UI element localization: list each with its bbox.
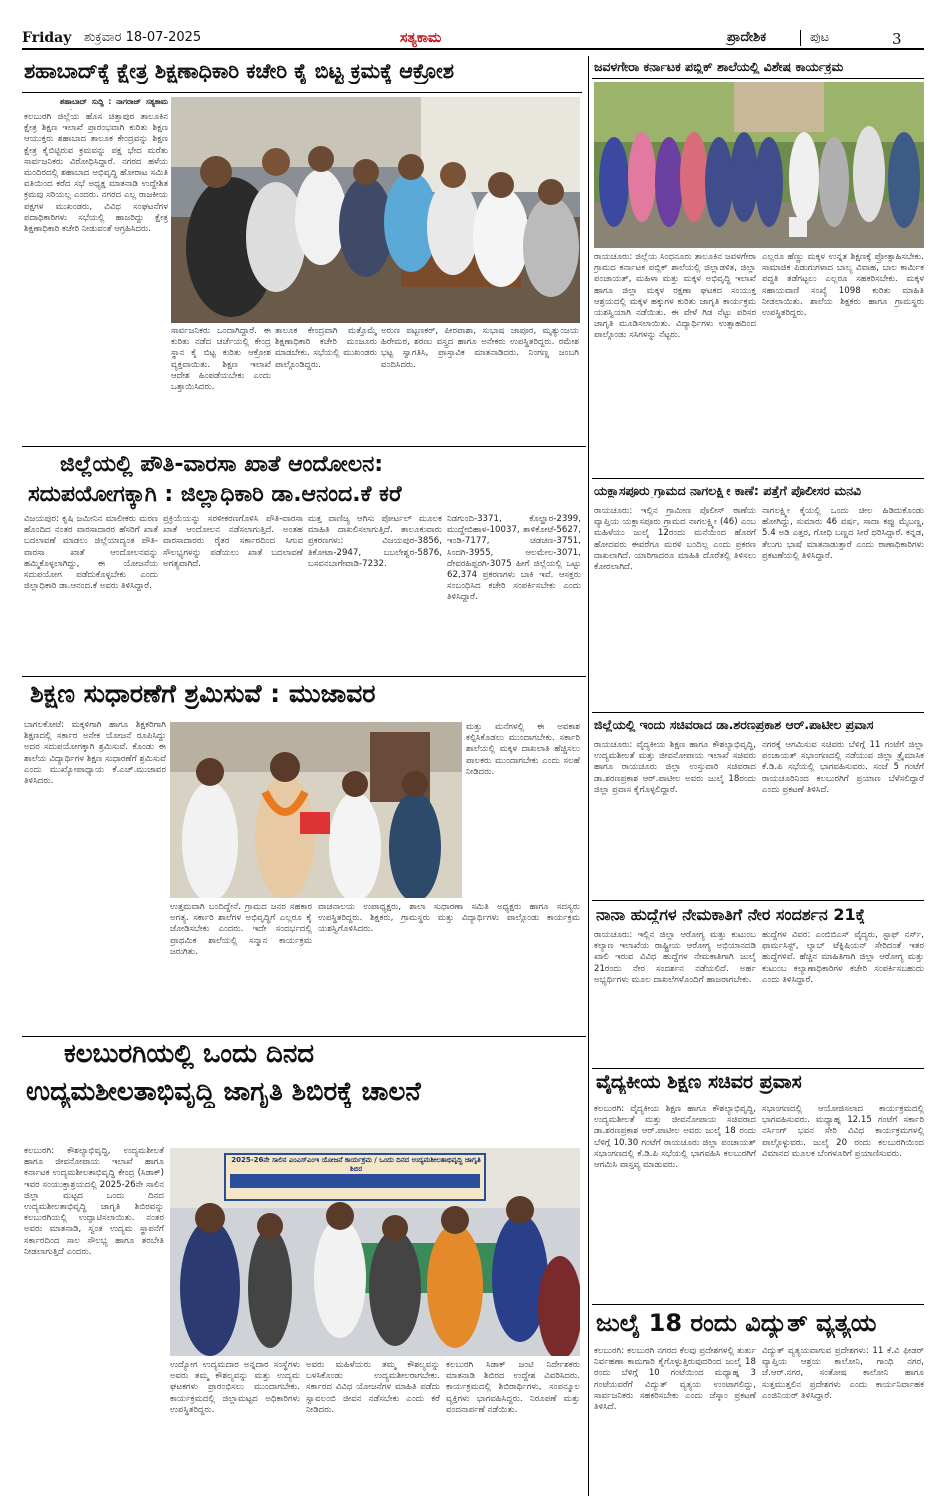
headline-yaklaspur: ಯಕ್ಲಾಸಪೂರು ಗ್ರಾಮದ ನಾಗಲಕ್ಷ್ಮೀ ಕಾಣೆ: ಪತ್ತೆಗೆ ಪೊಲೀಸರ ಮನವಿ bbox=[594, 484, 862, 498]
headline-minister-visit: ಜಿಲ್ಲೆಯಲ್ಲಿ ಇಂದು ಸಚಿವರಾದ ಡಾ.ಶರಣಪ್ರಕಾಶ ಆರ್.ಪಾಟೀಲ ಪ್ರವಾಸ bbox=[594, 718, 874, 732]
headline-kalaburagi-camp-line1: ಕಲಬುರಗಿಯಲ್ಲಿ ಒಂದು ದಿನದ bbox=[64, 1039, 315, 1069]
body-kalaburagi-col4: ಕಲಬುರಗಿ ಸಿಡಾಕ್ ಜಂಟಿ ನಿರ್ದೇಶಕರು ಮಾತನಾಡಿ ಶಿಬಿರದ ಉದ್ದೇಶ ವಿವರಿಸಿದರು. ಕಾರ್ಯಕ್ರಮದಲ್ಲಿ ಶಿಬಿರಾರ್ಥಿಗಳು, ಸಂಪನ್ಮೂಲ ವ್ಯಕ್ತಿಗಳು ಭಾಗವಹಿಸಿದ್ದರು. ನಿರೂಪಣೆ ಮತ್ತು ವಂದನಾರ್ಪಣೆ ನಡೆಯಿತು. bbox=[446, 1360, 580, 1415]
body-medical-tour-col2: ಸಭಾಂಗಣದಲ್ಲಿ ಆಯೋಜಿಸಲಾದ ಕಾರ್ಯಕ್ರಮದಲ್ಲಿ ಭಾಗವಹಿಸುವರು. ಮಧ್ಯಾಹ್ನ 12.15 ಗಂಟೆಗೆ ಸರ್ಕಾರಿ ನರ್ಸಿಂಗ್ ಭವನ ಸೇರಿ ವಿವಿಧ ಕಾರ್ಯಕ್ರಮಗಳಲ್ಲಿ ಪಾಲ್ಗೊಳ್ಳುವರು. ಜುಲೈ 20 ರಂದು ಕಲಬುರಗಿಯಿಂದ ವಿಮಾನದ ಮೂಲಕ ಬೆಂಗಳೂರಿಗೆ ಪ್ರಯಾಣಿಸುವರು. bbox=[762, 1104, 924, 1159]
headline-medical-minister-tour: ವೈದ್ಯಕೀಯ ಶಿಕ್ಷಣ ಸಚಿವರ ಪ್ರವಾಸ bbox=[596, 1072, 802, 1093]
body-pauti-col2: ಪ್ರಕ್ರಿಯೆಯನ್ನು ಸರಳೀಕರಣಗೊಳಿಸಿ ಪೌತಿ-ವಾರಸಾ ಖಾತೆ ಆಂದೋಲನ ನಡೆಸಲಾಗುತ್ತಿದೆ. ಅಂತಹ ವಾರಸಾದಾರರು ರೈತರ ಸರ್ಕಾರದಿಂದ ಸಿಗುವ ಸೌಲಭ್ಯಗಳನ್ನು ಪಡೆಯಲು ಖಾತೆ ಬದಲಾವಣೆ ಅಗತ್ಯವಾಗಿದೆ. bbox=[163, 514, 303, 569]
column-divider bbox=[588, 56, 589, 1496]
headline-power-outage: ಜುಲೈ 18 ರಂದು ವಿದ್ಯುತ್ ವ್ಯತ್ಯಯ bbox=[596, 1310, 877, 1337]
body-kalaburagi-col2: ಉದ್ಯೋಗ ಉದ್ಯಮದಾರ ಅನ್ನದಾರ ಸಂಸ್ಥೆಗಳು ಅವರು ತಮ್ಮ ಕೌಶಲ್ಯವನ್ನು ಮತ್ತು ಉದ್ಯಮ ಘಟಕಗಳು ಪ್ರಾರಂಭಿಸಲು ಮುಂದಾಗಬೇಕು. ಕಾರ್ಯಕ್ರಮದಲ್ಲಿ ಜಿಲ್ಲಾಮಟ್ಟದ ಅಧಿಕಾರಿಗಳು ಉಪಸ್ಥಿತರಿದ್ದರು. bbox=[170, 1360, 300, 1415]
body-kalaburagi-col3: ಅವರು ಮಹಿಳೆಯರು ತಮ್ಮ ಕೌಶಲ್ಯವನ್ನು ಬಳಸಿಕೊಂಡು ಉದ್ಯಮಶೀಲರಾಗಬೇಕು. ಸರ್ಕಾರದ ವಿವಿಧ ಯೋಜನೆಗಳ ಮಾಹಿತಿ ಪಡೆದು ಸ್ವಾವಲಂಬಿ ಜೀವನ ನಡೆಸಬೇಕು ಎಂದು ಕರೆ ನೀಡಿದರು. bbox=[306, 1360, 440, 1415]
photo-javalagera-school bbox=[594, 82, 924, 248]
masthead-paper-name: ಸತ್ಯಕಾಮ bbox=[400, 30, 442, 46]
body-minister-visit-col2: ನಗರಕ್ಕೆ ಆಗಮಿಸುವ ಸಚಿವರು ಬೆಳಿಗ್ಗೆ 11 ಗಂಟೆಗೆ ಜಿಲ್ಲಾ ಪಂಚಾಯತ್ ಸಭಾಂಗಣದಲ್ಲಿ ನಡೆಯುವ ಜಿಲ್ಲಾ ತ್ರೈಮಾಸಿಕ ಕೆ.ಡಿ.ಪಿ ಸಭೆಯಲ್ಲಿ ಭಾಗವಹಿಸುವರು. ಸಂಜೆ 5 ಗಂಟೆಗೆ ರಾಯಚೂರಿನಿಂದ ಕಲಬುರಗಿಗೆ ಪ್ರಯಾಣ ಬೆಳೆಸಲಿದ್ದಾರೆ ಎಂದು ಪ್ರಕಟಣೆ ತಿಳಿಸಿದೆ. bbox=[762, 740, 924, 795]
masthead-section: ಪ್ರಾದೇಶಿಕ bbox=[727, 30, 767, 45]
body-yaklaspur-col1: ರಾಯಚೂರು: ಇಲ್ಲಿನ ಗ್ರಾಮೀಣ ಪೊಲೀಸ್ ಠಾಣೆಯ ವ್ಯಾಪ್ತಿಯ ಯಕ್ಲಾಸಪೂರು ಗ್ರಾಮದ ನಾಗಲಕ್ಷ್ಮೀ (46) ಎಂಬ ಮಹಿಳೆಯು ಜುಲೈ 12ರಂದು ಮನೆಯಿಂದ ಹೊರಗೆ ಹೋದವರು ಈವರೆಗೂ ಮರಳಿ ಬಂದಿಲ್ಲ ಎಂದು ಪ್ರಕರಣ ದಾಖಲಾಗಿದೆ. ಯಾರಿಗಾದರೂ ಮಾಹಿತಿ ದೊರೆತಲ್ಲಿ ತಿಳಿಸಲು ಕೋರಲಾಗಿದೆ. bbox=[594, 506, 756, 573]
body-medical-tour-col1: ಕಲಬುರಗಿ: ವೈದ್ಯಕೀಯ ಶಿಕ್ಷಣ ಹಾಗೂ ಕೌಶಲ್ಯಾಭಿವೃದ್ಧಿ, ಉದ್ಯಮಶೀಲತೆ ಮತ್ತು ಜೀವನೋಪಾಯ ಸಚಿವರಾದ ಡಾ.ಶರಣಪ್ರಕಾಶ ಆರ್.ಪಾಟೀಲ ಅವರು ಜುಲೈ 18 ರಂದು ಬೆಳಿಗ್ಗೆ 10.30 ಗಂಟೆಗೆ ರಾಯಚೂರು ಜಿಲ್ಲಾ ಪಂಚಾಯತ್ ಸಭಾಂಗಣದಲ್ಲಿ ಕೆ.ಡಿ.ಪಿ ಸಭೆಯಲ್ಲಿ ಭಾಗವಹಿಸಿ ಕಲಬುರಗಿಗೆ ಆಗಮಿಸಿ ವಾಸ್ತವ್ಯ ಮಾಡುವರು. bbox=[594, 1104, 756, 1171]
headline-javalagera: ಜವಳಗೇರಾ ಕರ್ನಾಟಕ ಪಬ್ಲಿಕ್ ಶಾಲೆಯಲ್ಲಿ ವಿಶೇಷ ಕಾರ್ಯಕ್ರಮ bbox=[594, 60, 844, 74]
body-javalagera-col1: ರಾಯಚೂರು: ಜಿಲ್ಲೆಯ ಸಿಂಧನೂರು ತಾಲೂಕಿನ ಜವಳಗೇರಾ ಗ್ರಾಮದ ಕರ್ನಾಟಕ ಪಬ್ಲಿಕ್ ಶಾಲೆಯಲ್ಲಿ ಜಿಲ್ಲಾಡಳಿತ, ಜಿಲ್ಲಾ ಪಂಚಾಯತ್, ಮಹಿಳಾ ಮತ್ತು ಮಕ್ಕಳ ಅಭಿವೃದ್ಧಿ ಇಲಾಖೆ ಹಾಗೂ ಜಿಲ್ಲಾ ಮಕ್ಕಳ ರಕ್ಷಣಾ ಘಟಕದ ಸಂಯುಕ್ತ ಆಶ್ರಯದಲ್ಲಿ ಮಕ್ಕಳ ಹಕ್ಕುಗಳ ಕುರಿತು ಜಾಗೃತಿ ಕಾರ್ಯಕ್ರಮ ಯಶಸ್ವಿಯಾಗಿ ನಡೆಯಿತು. ಈ ವೇಳೆ ಗಿಡ ನೆಟ್ಟು ಪರಿಸರ ಜಾಗೃತಿ ಮೂಡಿಸಲಾಯಿತು. ವಿದ್ಯಾರ್ಥಿಗಳು ಉತ್ಸಾಹದಿಂದ ಪಾಲ್ಗೊಂಡು ಸಸಿಗಳನ್ನು ನೆಟ್ಟರು. bbox=[594, 252, 756, 341]
body-mujavar-col4: ಮತ್ತು ಮನೆಗಳಲ್ಲಿ ಈ ಅವಕಾಶ ಕಲ್ಪಿಸಿಕೊಡಲು ಮುಂದಾಗಬೇಕು. ಸರ್ಕಾರಿ ಶಾಲೆಯಲ್ಲಿ ಮಕ್ಕಳ ದಾಖಲಾತಿ ಹೆಚ್ಚಿಸಲು ಪಾಲಕರು ಮುಂದಾಗಬೇಕು ಎಂದು ಸಲಹೆ ನೀಡಿದರು. bbox=[466, 722, 580, 777]
body-power-outage-col1: ಕಲಬುರಗಿ: ಕಲಬುರಗಿ ನಗರದ ಕೆಲವು ಪ್ರದೇಶಗಳಲ್ಲಿ ತುರ್ತು ನಿರ್ವಹಣಾ ಕಾಮಗಾರಿ ಕೈಗೊಳ್ಳುತ್ತಿರುವುದರಿಂದ ಜುಲೈ 18 ರಂದು ಬೆಳಿಗ್ಗೆ 10 ಗಂಟೆಯಿಂದ ಮಧ್ಯಾಹ್ನ 3 ಗಂಟೆಯವರೆಗೆ ವಿದ್ಯುತ್ ವ್ಯತ್ಯಯ ಉಂಟಾಗಲಿದ್ದು, ಸಾರ್ವಜನಿಕರು ಸಹಕರಿಸಬೇಕು ಎಂದು ಜೆಸ್ಕಾಂ ಪ್ರಕಟಣೆ ತಿಳಿಸಿದೆ. bbox=[594, 1346, 756, 1413]
body-javalagera-col2: ಎಲ್ಲರೂ ಹೆಣ್ಣು ಮಕ್ಕಳ ಉನ್ನತ ಶಿಕ್ಷಣಕ್ಕೆ ಪ್ರೋತ್ಸಾಹಿಸಬೇಕು. ಸಾಮಾಜಿಕ ಪಿಡುಗುಗಳಾದ ಬಾಲ್ಯ ವಿವಾಹ, ಬಾಲ ಕಾರ್ಮಿಕ ಪದ್ಧತಿ ತಡೆಗಟ್ಟಲು ಎಲ್ಲರೂ ಸಹಕರಿಸಬೇಕು. ಮಕ್ಕಳ ಸಹಾಯವಾಣಿ ಸಂಖ್ಯೆ 1098 ಕುರಿತು ಮಾಹಿತಿ ನೀಡಲಾಯಿತು. ಶಾಲೆಯ ಶಿಕ್ಷಕರು ಹಾಗೂ ಗ್ರಾಮಸ್ಥರು ಉಪಸ್ಥಿತರಿದ್ದರು. bbox=[762, 252, 924, 319]
headline-pauti-varasa-line2: ಸದುಪಯೋಗಕ್ಕಾಗಿ : ಜಿಲ್ಲಾಧಿಕಾರಿ ಡಾ.ಆನಂದ.ಕೆ ಕರೆ bbox=[28, 482, 402, 507]
masthead-page-number: 3 bbox=[892, 30, 902, 48]
headline-kalaburagi-camp-line2: ಉದ್ಯಮಶೀಲತಾಭಿವೃದ್ಧಿ ಜಾಗೃತಿ ಶಿಬಿರಕ್ಕೆ ಚಾಲನೆ bbox=[26, 1078, 421, 1107]
photo-banner-text: 2025-26ನೇ ಸಾಲಿನ ಎಂಎಸ್‌ಎಂಇ ಯೋಜನೆ ಕಾರ್ಯಕ್ರಮ / ಒಂದು ದಿನದ ಉದ್ಯಮಶೀಲತಾಭಿವೃದ್ಧಿ ಜಾಗೃತಿ ಶಿಬಿರ bbox=[231, 1156, 481, 1173]
masthead-day: Friday bbox=[22, 30, 72, 46]
body-recruitment-col2: ಹುದ್ದೆಗಳ ವಿವರ: ಎಂಬಿಬಿಎಸ್ ವೈದ್ಯರು, ಸ್ಟಾಫ್ ನರ್ಸ್, ಫಾರ್ಮಸಿಸ್ಟ್, ಲ್ಯಾಬ್ ಟೆಕ್ನಿಷಿಯನ್ ಸೇರಿದಂತೆ ಇತರ ಹುದ್ದೆಗಳಿವೆ. ಹೆಚ್ಚಿನ ಮಾಹಿತಿಗಾಗಿ ಜಿಲ್ಲಾ ಆರೋಗ್ಯ ಮತ್ತು ಕುಟುಂಬ ಕಲ್ಯಾಣಾಧಿಕಾರಿಗಳ ಕಚೇರಿ ಸಂಪರ್ಕಿಸಬಹುದು ಎಂದು ತಿಳಿಸಿದ್ದಾರೆ. bbox=[762, 930, 924, 985]
body-recruitment-col1: ರಾಯಚೂರು: ಇಲ್ಲಿನ ಜಿಲ್ಲಾ ಆರೋಗ್ಯ ಮತ್ತು ಕುಟುಂಬ ಕಲ್ಯಾಣ ಇಲಾಖೆಯ ರಾಷ್ಟ್ರೀಯ ಆರೋಗ್ಯ ಅಭಿಯಾನದಡಿ ಖಾಲಿ ಇರುವ ವಿವಿಧ ಹುದ್ದೆಗಳ ನೇಮಕಾತಿಗಾಗಿ ಜುಲೈ 21ರಂದು ನೇರ ಸಂದರ್ಶನ ನಡೆಯಲಿದೆ. ಅರ್ಹ ಅಭ್ಯರ್ಥಿಗಳು ಮೂಲ ದಾಖಲೆಗಳೊಂದಿಗೆ ಹಾಜರಾಗಬೇಕು. bbox=[594, 930, 756, 985]
photo-kalaburagi-camp bbox=[170, 1148, 580, 1356]
body-mujavar-col3: ವಾಚನಾಲಯ ಉಪಾಧ್ಯಕ್ಷರು, ಶಾಲಾ ಸುಧಾರಣಾ ಸಮಿತಿ ಅಧ್ಯಕ್ಷರು ಹಾಗೂ ಸದಸ್ಯರು ಉಪಸ್ಥಿತರಿದ್ದರು. ಶಿಕ್ಷಕರು, ಗ್ರಾಮಸ್ಥರು ಮತ್ತು ವಿದ್ಯಾರ್ಥಿಗಳು ಪಾಲ್ಗೊಂಡು ಕಾರ್ಯಕ್ರಮ ಯಶಸ್ವಿಗೊಳಿಸಿದರು. bbox=[318, 902, 580, 935]
body-pauti-col3: ಮತ್ತ ವಾಣಿಜ್ಯ ಆಗಿಸು ಪೋರ್ಟಲ್ ಮೂಲಕ ಮಾಹಿತಿ ದಾಖಲಿಸಲಾಗುತ್ತಿದೆ. ತಾಲೂಕುವಾರು ಪ್ರಕರಣಗಳು: ವಿಜಯಪುರ-3856, ತಿಕೋಟಾ-2947, ಬಬಲೇಶ್ವರ-5876, ಬಸವನಬಾಗೇವಾಡಿ-7232. bbox=[308, 514, 442, 569]
headline-shahabad: ಶಹಾಬಾದ್‌ಕ್ಕೆ ಕ್ಷೇತ್ರ ಶಿಕ್ಷಣಾಧಿಕಾರಿ ಕಚೇರಿ ಕೈ ಬಿಟ್ಟ ಕ್ರಮಕ್ಕೆ ಆಕ್ರೋಶ bbox=[24, 60, 454, 83]
masthead-date: ಶುಕ್ರವಾರ 18-07-2025 bbox=[84, 30, 202, 45]
headline-mujavar: ಶಿಕ್ಷಣ ಸುಧಾರಣೆಗೆ ಶ್ರಮಿಸುವೆ : ಮುಜಾವರ bbox=[30, 680, 376, 708]
masthead bbox=[22, 28, 924, 50]
headline-recruitment: ನಾನಾ ಹುದ್ದೆಗಳ ನೇಮಕಾತಿಗೆ ನೇರ ಸಂದರ್ಶನ 21ಕ್ಕೆ bbox=[596, 906, 865, 924]
body-shahabad-col3: ತಾಲೂಕ ಕೇಂದ್ರವಾಗಿ ಮತ್ತೊಮ್ಮೆ ಶಿಕ್ಷಣಾಧಿಕಾರಿ ಕಚೇರಿ ಮಂಜೂರು ಮಾಡಬೇಕು. ಸಭೆಯಲ್ಲಿ ಮುಖಂಡರು ಪಾಲ್ಗೊಂಡಿದ್ದರು. bbox=[275, 326, 377, 370]
body-pauti-col1: ವಿಜಯಪುರ: ಕೃಷಿ ಜಮೀನಿನ ಮಾಲೀಕರು ಮರಣ ಹೊಂದಿದ ನಂತರ ವಾರಸಾದಾರರ ಹೆಸರಿಗೆ ಖಾತೆ ಬದಲಾವಣೆ ಮಾಡಲು ಜಿಲ್ಲೆಯಾದ್ಯಂತ ಪೌತಿ-ವಾರಸಾ ಖಾತೆ ಆಂದೋಲನವನ್ನು ಹಮ್ಮಿಕೊಳ್ಳಲಾಗಿದ್ದು, ಈ ಯೋಜನೆಯ ಸದುಪಯೋಗ ಪಡೆದುಕೊಳ್ಳಬೇಕು ಎಂದು ಜಿಲ್ಲಾಧಿಕಾರಿ ಡಾ.ಆನಂದ.ಕೆ ಅವರು ತಿಳಿಸಿದ್ದಾರೆ. bbox=[24, 514, 158, 592]
body-mujavar-col1: ಬಾಗಲಕೋಟೆ: ಮಕ್ಕಳಿಗಾಗಿ ಹಾಗೂ ಶಿಕ್ಷಕರಿಗಾಗಿ ಶಿಕ್ಷಣದಲ್ಲಿ ಸರ್ಕಾರ ಅನೇಕ ಯೋಜನೆ ರೂಪಿಸಿದ್ದು ಅದರ ಸದುಪಯೋಗಕ್ಕಾಗಿ ಶ್ರಮಿಸುವೆ. ಕೊಂಡು ಈ ಶಾಲೆಯ ವಿದ್ಯಾರ್ಥಿಗಳ ಶಿಕ್ಷಣ ಸುಧಾರಣೆಗೆ ಶ್ರಮಿಸುವೆ ಎಂದು ಮುಖ್ಯೋಪಾಧ್ಯಾಯ ಕೆ.ಎಚ್.ಮುಜಾವರ ತಿಳಿಸಿದರು. bbox=[24, 720, 166, 787]
headline-pauti-varasa-line1: ಜಿಲ್ಲೆಯಲ್ಲಿ ಪೌತಿ-ವಾರಸಾ ಖಾತೆ ಆಂದೋಲನ: bbox=[60, 452, 384, 477]
body-yaklaspur-col2: ನಾಗಲಕ್ಷ್ಮೀ ಕೈಯಲ್ಲಿ ಒಂದು ಚೀಲ ಹಿಡಿದುಕೊಂಡು ಹೋಗಿದ್ದು, ಸುಮಾರು 46 ವರ್ಷ, ಸಾದಾ ಕಪ್ಪು ಮೈಬಣ್ಣ, 5.4 ಅಡಿ ಎತ್ತರ, ಗೋಧಿ ಬಣ್ಣದ ಸೀರೆ ಧರಿಸಿದ್ದಾರೆ. ಕನ್ನಡ, ತೆಲುಗು ಭಾಷೆ ಮಾತನಾಡುತ್ತಾರೆ ಎಂದು ಠಾಣಾಧಿಕಾರಿಗಳು ಪ್ರಕಟಣೆಯಲ್ಲಿ ತಿಳಿಸಿದ್ದಾರೆ. bbox=[762, 506, 924, 561]
body-mujavar-col2: ಉತ್ತಮವಾಗಿ ಬಂದಿದ್ದೇನೆ. ಗ್ರಾಮದ ಜನರ ಸಹಕಾರ ಅಗತ್ಯ. ಸರ್ಕಾರಿ ಶಾಲೆಗಳ ಅಭಿವೃದ್ಧಿಗೆ ಎಲ್ಲರೂ ಕೈ ಜೋಡಿಸಬೇಕು ಎಂದರು. ಇದೇ ಸಂದರ್ಭದಲ್ಲಿ ಪ್ರಾಥಮಿಕ ಶಾಲೆಯಲ್ಲಿ ಸನ್ಮಾನ ಕಾರ್ಯಕ್ರಮ ಜರುಗಿತು. bbox=[170, 902, 312, 957]
body-minister-visit-col1: ರಾಯಚೂರು: ವೈದ್ಯಕೀಯ ಶಿಕ್ಷಣ ಹಾಗೂ ಕೌಶಲ್ಯಾಭಿವೃದ್ಧಿ, ಉದ್ಯಮಶೀಲತೆ ಮತ್ತು ಜೀವನೋಪಾಯ ಇಲಾಖೆ ಸಚಿವರು ಹಾಗೂ ರಾಯಚೂರು ಜಿಲ್ಲಾ ಉಸ್ತುವಾರಿ ಸಚಿವರಾದ ಡಾ.ಶರಣಪ್ರಕಾಶ ಆರ್.ಪಾಟೀಲ ಅವರು ಜುಲೈ 18ರಂದು ಜಿಲ್ಲಾ ಪ್ರವಾಸ ಕೈಗೊಳ್ಳಲಿದ್ದಾರೆ. bbox=[594, 740, 756, 795]
dateline-shahabad: ಶಹಾಬಾದ್ ಸುದ್ದಿ : ನಾಗರಾಜ್ ಸತ್ಯಕಾಮ bbox=[60, 97, 168, 106]
body-shahabad-col4: ಅರುಣ ಪಟ್ಟಣಕರ್, ಪೀರಪಾಶಾ, ಸುಭಾಷ ಜಾಪೂರ, ಮೃತ್ಯುಂಜಯ ಹಿರೇಮಠ, ಶರಣು ವಸ್ತ್ರದ ಹಾಗೂ ಅನೇಕರು ಉಪಸ್ಥಿತರಿದ್ದರು. ರಮೇಶ ಭಟ್ಟ ಸ್ವಾಗತಿಸಿ, ಪ್ರಾಸ್ತಾವಿಕ ಮಾತನಾಡಿದರು. ನಿಂಗಣ್ಣ ಜಂಬಗಿ ವಂದಿಸಿದರು. bbox=[381, 326, 579, 370]
photo-shahabad-meeting bbox=[171, 97, 580, 323]
body-shahabad-col1: ಕಲಬುರಗಿ ಜಿಲ್ಲೆಯ ಹೊಸ ಚಿತ್ತಾಪುರ ತಾಲೂಕಿನ ಕ್ಷೇತ್ರ ಶಿಕ್ಷಣ ಇಲಾಖೆ ಪ್ರಾರಂಭವಾಗಿ ಕುರಿತು ಶಿಕ್ಷಣ ಆಯುಕ್ತರು ಶಹಾಬಾದ ತಾಲೂಕ ಕೇಂದ್ರವನ್ನು ಶಿಕ್ಷಣ ಕ್ಷೇತ್ರ ಕೈಬಿಟ್ಟಿರುವ ಕ್ರಮವನ್ನು ಪಕ್ಷ ಭೇದ ಮರೆತು ಸಾರ್ವಜನಿಕರು ವಿರೋಧಿಸಿದ್ದಾರೆ. ನಗರದ ಹಳೆಯ ಮಂದಿರದಲ್ಲಿ ಶಹಾಬಾದ ಅಭಿವೃದ್ಧಿ ಹೋರಾಟ ಸಮಿತಿ ವತಿಯಿಂದ ಕರೆದ ಸಭೆ ಅಧ್ಯಕ್ಷ ಮಾತನಾಡಿ ಉದ್ದೇಶಿತ ಕ್ರಮವು ಸರಿಯಲ್ಲ ಎಂದರು. ನಗರದ ಎಲ್ಲ ರಾಜಕೀಯ ಪಕ್ಷಗಳ ಮುಖಂಡರು, ವಿವಿಧ ಸಂಘಟನೆಗಳ ಪದಾಧಿಕಾರಿಗಳು ಸಭೆಯಲ್ಲಿ ಹಾಜರಿದ್ದು ಕ್ಷೇತ್ರ ಶಿಕ್ಷಣಾಧಿಕಾರಿ ಕಚೇರಿ ನೀಡುವಂತೆ ಆಗ್ರಹಿಸಿದರು. bbox=[24, 112, 168, 235]
body-power-outage-col2: ವಿದ್ಯುತ್ ವ್ಯತ್ಯಯವಾಗುವ ಪ್ರದೇಶಗಳು: 11 ಕೆ.ವಿ ಫೀಡರ್ ವ್ಯಾಪ್ತಿಯ ಆಶ್ರಯ ಕಾಲೋನಿ, ಗಾಂಧಿ ನಗರ, ಜೆ.ಆರ್.ನಗರ, ಸಂತೋಷ ಕಾಲೋನಿ ಹಾಗೂ ಸುತ್ತಮುತ್ತಲಿನ ಪ್ರದೇಶಗಳು ಎಂದು ಕಾರ್ಯನಿರ್ವಾಹಕ ಎಂಜಿನಿಯರ್ ತಿಳಿಸಿದ್ದಾರೆ. bbox=[762, 1346, 924, 1401]
body-pauti-col4: ನಿಡಗುಂದಿ-3371, ಕೊಲ್ಹಾರ-2399, ಮುದ್ದೇಬಿಹಾಳ-10037, ತಾಳಿಕೋಟೆ-5627, ಇಂಡಿ-7177, ಚಡಚಣ-3751, ಸಿಂದಗಿ-3955, ಆಲಮೇಲ-3071, ದೇವರಹಿಪ್ಪರಗಿ-3075 ಹೀಗೆ ಜಿಲ್ಲೆಯಲ್ಲಿ ಒಟ್ಟು 62,374 ಪ್ರಕರಣಗಳು ಬಾಕಿ ಇವೆ. ಆಸಕ್ತರು ಸಂಬಂಧಿಸಿದ ಕಚೇರಿ ಸಂಪರ್ಕಿಸಬೇಕು ಎಂದು ತಿಳಿಸಿದ್ದಾರೆ. bbox=[447, 514, 581, 603]
body-shahabad-col2: ಸಾರ್ವಜನಿಕರು ಒಂದಾಗಿದ್ದಾರೆ. ಈ ಕುರಿತು ನಡೆದ ಚರ್ಚೆಯಲ್ಲಿ ಕೇಂದ್ರ ಸ್ಥಾನ ಕೈ ಬಿಟ್ಟ ಕುರಿತು ಆಕ್ರೋಶ ವ್ಯಕ್ತವಾಯಿತು. ಶಿಕ್ಷಣ ಇಲಾಖೆ ಆದೇಶ ಹಿಂಪಡೆಯಬೇಕು ಎಂದು ಒತ್ತಾಯಿಸಿದರು. bbox=[171, 326, 271, 393]
photo-mujavar-felicitation bbox=[170, 722, 462, 898]
body-kalaburagi-col1: ಕಲಬುರಗಿ: ಕೌಶಲ್ಯಾಭಿವೃದ್ಧಿ, ಉದ್ಯಮಶೀಲತೆ ಹಾಗೂ ಜೀವನೋಪಾಯ ಇಲಾಖೆ ಹಾಗೂ ಕರ್ನಾಟಕ ಉದ್ಯಮಶೀಲತಾಭಿವೃದ್ಧಿ ಕೇಂದ್ರ (ಸಿಡಾಕ್) ಇವರ ಸಂಯುಕ್ತಾಶ್ರಯದಲ್ಲಿ 2025-26ನೇ ಸಾಲಿನ ಜಿಲ್ಲಾ ಮಟ್ಟದ ಒಂದು ದಿನದ ಉದ್ಯಮಶೀಲತಾಭಿವೃದ್ಧಿ ಜಾಗೃತಿ ಶಿಬಿರವನ್ನು ಕಲಬುರಗಿಯಲ್ಲಿ ಉದ್ಘಾಟಿಸಲಾಯಿತು. ನಂತರ ಅವರು ಮಾತನಾಡಿ, ಸ್ವಂತ ಉದ್ಯಮ ಸ್ಥಾಪನೆಗೆ ಸರ್ಕಾರದಿಂದ ಸಾಲ ಸೌಲಭ್ಯ ಹಾಗೂ ತರಬೇತಿ ನೀಡಲಾಗುತ್ತಿದೆ ಎಂದರು. bbox=[24, 1146, 164, 1257]
masthead-page-label: ಪುಟ bbox=[810, 30, 830, 45]
